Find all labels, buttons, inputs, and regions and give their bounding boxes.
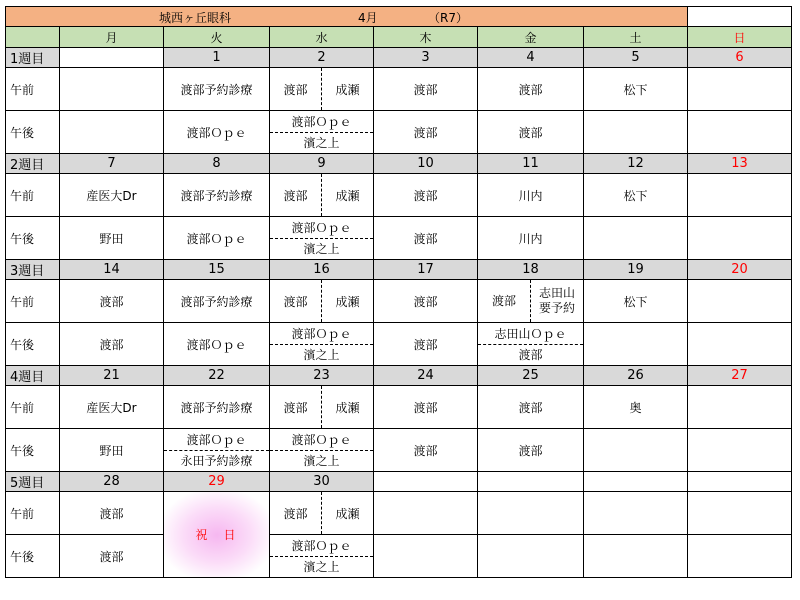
schedule-cell xyxy=(270,492,374,535)
day-header-sunday: 日 xyxy=(688,27,792,48)
pm-row xyxy=(6,217,792,260)
schedule-cell xyxy=(270,174,374,217)
stacked-cell xyxy=(270,323,373,365)
note-label: 要予約 xyxy=(538,301,575,315)
doctor-name-multi xyxy=(531,280,583,322)
am-row xyxy=(6,174,792,217)
schedule-cell: 渡部予約診療 xyxy=(164,386,270,429)
schedule-cell: 渡部 xyxy=(374,111,478,154)
doctor-name: 濱之上 xyxy=(303,242,340,257)
date-cell: 22 xyxy=(164,366,270,386)
doctor-name: 渡部 xyxy=(270,174,322,216)
date-cell: 24 xyxy=(374,366,478,386)
slot-label: 午前 xyxy=(6,280,60,323)
schedule-cell xyxy=(374,535,478,578)
schedule-cell xyxy=(478,535,584,578)
schedule-cell xyxy=(270,535,374,578)
schedule-cell: 渡部 xyxy=(374,280,478,323)
date-cell: 4 xyxy=(478,48,584,68)
schedule-cell xyxy=(584,535,688,578)
schedule-cell: 渡部 xyxy=(374,323,478,366)
pm-row xyxy=(6,535,792,578)
schedule-cell xyxy=(270,217,374,260)
schedule-cell: 松下 xyxy=(584,280,688,323)
schedule-cell xyxy=(688,111,792,154)
doctor-name: 渡部 xyxy=(478,280,531,322)
am-row xyxy=(6,386,792,429)
schedule-cell xyxy=(688,492,792,535)
schedule-cell: 渡部 xyxy=(478,111,584,154)
schedule-cell: 渡部Ｏｐｅ xyxy=(164,111,270,154)
doctor-name: 永田予約診療 xyxy=(180,454,253,469)
schedule-cell xyxy=(688,68,792,111)
doctor-name: 濱之上 xyxy=(303,348,340,363)
stacked-cell xyxy=(270,111,373,153)
split-cell xyxy=(478,280,583,322)
pm-row xyxy=(6,429,792,472)
split-cell xyxy=(270,492,373,534)
slot-label: 午前 xyxy=(6,386,60,429)
schedule-cell xyxy=(584,429,688,472)
schedule-cell: 渡部予約診療 xyxy=(164,280,270,323)
schedule-cell: 渡部Ｏｐｅ xyxy=(164,217,270,260)
doctor-name: 渡部Ｏｐｅ xyxy=(270,217,373,239)
schedule-cell xyxy=(60,111,164,154)
title-blank xyxy=(688,7,792,27)
schedule-cell xyxy=(270,111,374,154)
slot-label: 午後 xyxy=(6,429,60,472)
week-label: 4週目 xyxy=(6,366,60,386)
date-cell: 15 xyxy=(164,260,270,280)
date-cell: 14 xyxy=(60,260,164,280)
week-label: 3週目 xyxy=(6,260,60,280)
schedule-cell xyxy=(688,535,792,578)
week-row xyxy=(6,260,792,280)
schedule-table xyxy=(5,6,792,578)
date-cell: 23 xyxy=(270,366,374,386)
schedule-cell: 渡部 xyxy=(374,386,478,429)
date-cell: 9 xyxy=(270,154,374,174)
month-label: 4月 xyxy=(358,11,378,25)
date-cell xyxy=(60,48,164,68)
schedule-cell: 松下 xyxy=(584,68,688,111)
date-cell: 5 xyxy=(584,48,688,68)
schedule-cell: 渡部 xyxy=(60,280,164,323)
doctor-name: 渡部Ｏｐｅ xyxy=(270,429,373,451)
date-cell: 18 xyxy=(478,260,584,280)
am-row xyxy=(6,280,792,323)
schedule-cell xyxy=(478,492,584,535)
doctor-name: 濱之上 xyxy=(303,560,340,575)
schedule-cell xyxy=(688,429,792,472)
week-row xyxy=(6,154,792,174)
schedule-cell: 渡部 xyxy=(374,429,478,472)
date-cell: 3 xyxy=(374,48,478,68)
date-cell: 12 xyxy=(584,154,688,174)
date-cell: 17 xyxy=(374,260,478,280)
schedule-cell: 野田 xyxy=(60,217,164,260)
stacked-cell xyxy=(270,429,373,471)
schedule-cell: 渡部 xyxy=(478,429,584,472)
date-cell: 26 xyxy=(584,366,688,386)
stacked-cell xyxy=(270,217,373,259)
split-cell xyxy=(270,280,373,322)
date-cell: 30 xyxy=(270,472,374,492)
day-header: 木 xyxy=(374,27,478,48)
date-cell: 8 xyxy=(164,154,270,174)
date-cell xyxy=(374,472,478,492)
week-row xyxy=(6,472,792,492)
schedule-cell: 渡部 xyxy=(60,535,164,578)
schedule-cell: 川内 xyxy=(478,174,584,217)
split-cell xyxy=(270,386,373,428)
schedule-cell: 川内 xyxy=(478,217,584,260)
schedule-cell: 野田 xyxy=(60,429,164,472)
schedule-cell: 産医大Dr xyxy=(60,174,164,217)
day-header: 土 xyxy=(584,27,688,48)
pm-row xyxy=(6,111,792,154)
schedule-cell: 渡部 xyxy=(60,323,164,366)
week-label: 5週目 xyxy=(6,472,60,492)
doctor-name: 成瀬 xyxy=(335,506,360,521)
date-cell: 21 xyxy=(60,366,164,386)
holiday-cell: 祝 日 xyxy=(164,492,270,578)
day-header: 水 xyxy=(270,27,374,48)
day-header: 金 xyxy=(478,27,584,48)
schedule-cell xyxy=(60,68,164,111)
schedule-cell xyxy=(584,323,688,366)
schedule-cell: 渡部 xyxy=(60,492,164,535)
split-cell xyxy=(270,68,373,110)
date-cell: 16 xyxy=(270,260,374,280)
doctor-name: 渡部 xyxy=(270,68,322,110)
date-cell: 7 xyxy=(60,154,164,174)
schedule-cell xyxy=(270,68,374,111)
date-cell: 11 xyxy=(478,154,584,174)
schedule-cell: 渡部 xyxy=(374,68,478,111)
slot-label: 午前 xyxy=(6,492,60,535)
week-row xyxy=(6,48,792,68)
doctor-name: 濱之上 xyxy=(303,454,340,469)
date-cell: 27 xyxy=(688,366,792,386)
doctor-name: 渡部Ｏｐｅ xyxy=(270,535,373,557)
date-cell: 1 xyxy=(164,48,270,68)
clinic-name: 城西ヶ丘眼科 xyxy=(159,11,232,25)
day-header: 月 xyxy=(60,27,164,48)
date-cell: 25 xyxy=(478,366,584,386)
schedule-cell: 渡部 xyxy=(374,217,478,260)
schedule-cell xyxy=(164,429,270,472)
week-label: 1週目 xyxy=(6,48,60,68)
schedule-cell xyxy=(374,492,478,535)
schedule-cell xyxy=(270,386,374,429)
date-cell xyxy=(478,472,584,492)
era-label: （R7） xyxy=(428,11,468,25)
date-cell: 10 xyxy=(374,154,478,174)
slot-label: 午後 xyxy=(6,217,60,260)
slot-label: 午前 xyxy=(6,174,60,217)
schedule-cell: 渡部予約診療 xyxy=(164,174,270,217)
doctor-name: 渡部 xyxy=(518,348,543,363)
doctor-name: 渡部 xyxy=(270,280,322,322)
doctor-name: 濱之上 xyxy=(303,136,340,151)
doctor-name: 志田山Ｏｐｅ xyxy=(478,323,583,345)
date-cell: 29 xyxy=(164,472,270,492)
doctor-name: 渡部Ｏｐｅ xyxy=(270,111,373,133)
schedule-cell: 松下 xyxy=(584,174,688,217)
title-bar xyxy=(6,7,688,27)
stacked-cell xyxy=(270,535,373,577)
schedule-cell xyxy=(688,217,792,260)
schedule-cell xyxy=(688,280,792,323)
doctor-name: 渡部Ｏｐｅ xyxy=(164,429,269,451)
doctor-name: 成瀬 xyxy=(335,294,360,309)
date-cell: 2 xyxy=(270,48,374,68)
date-cell: 13 xyxy=(688,154,792,174)
schedule-cell xyxy=(584,492,688,535)
schedule-cell: 渡部Ｏｐｅ xyxy=(164,323,270,366)
date-cell: 20 xyxy=(688,260,792,280)
schedule-cell xyxy=(478,280,584,323)
doctor-name: 志田山 xyxy=(538,286,575,300)
date-cell: 19 xyxy=(584,260,688,280)
schedule-cell xyxy=(270,323,374,366)
schedule-cell xyxy=(688,174,792,217)
doctor-name: 成瀬 xyxy=(335,82,360,97)
schedule-cell xyxy=(688,386,792,429)
schedule-cell xyxy=(584,217,688,260)
slot-label: 午後 xyxy=(6,111,60,154)
am-row xyxy=(6,68,792,111)
schedule-cell: 産医大Dr xyxy=(60,386,164,429)
pm-row xyxy=(6,323,792,366)
schedule-cell xyxy=(688,323,792,366)
slot-label: 午後 xyxy=(6,535,60,578)
date-cell xyxy=(584,472,688,492)
schedule-cell: 渡部予約診療 xyxy=(164,68,270,111)
schedule-cell xyxy=(270,429,374,472)
corner-cell xyxy=(6,27,60,48)
split-cell xyxy=(270,174,373,216)
doctor-name: 成瀬 xyxy=(335,400,360,415)
schedule-cell xyxy=(478,323,584,366)
stacked-cell xyxy=(164,429,269,471)
slot-label: 午前 xyxy=(6,68,60,111)
doctor-name: 渡部Ｏｐｅ xyxy=(270,323,373,345)
schedule-cell: 奥 xyxy=(584,386,688,429)
week-row xyxy=(6,366,792,386)
date-cell: 6 xyxy=(688,48,792,68)
date-cell xyxy=(688,472,792,492)
day-header: 火 xyxy=(164,27,270,48)
schedule-cell: 渡部 xyxy=(374,174,478,217)
week-label: 2週目 xyxy=(6,154,60,174)
doctor-name: 渡部 xyxy=(270,386,322,428)
am-row xyxy=(6,492,792,535)
doctor-name: 成瀬 xyxy=(335,188,360,203)
slot-label: 午後 xyxy=(6,323,60,366)
schedule-cell xyxy=(584,111,688,154)
schedule-cell: 渡部 xyxy=(478,68,584,111)
schedule-cell xyxy=(270,280,374,323)
doctor-name: 渡部 xyxy=(270,492,322,534)
day-header-row xyxy=(6,27,792,48)
schedule-cell: 渡部 xyxy=(478,386,584,429)
date-cell: 28 xyxy=(60,472,164,492)
stacked-cell xyxy=(478,323,583,365)
